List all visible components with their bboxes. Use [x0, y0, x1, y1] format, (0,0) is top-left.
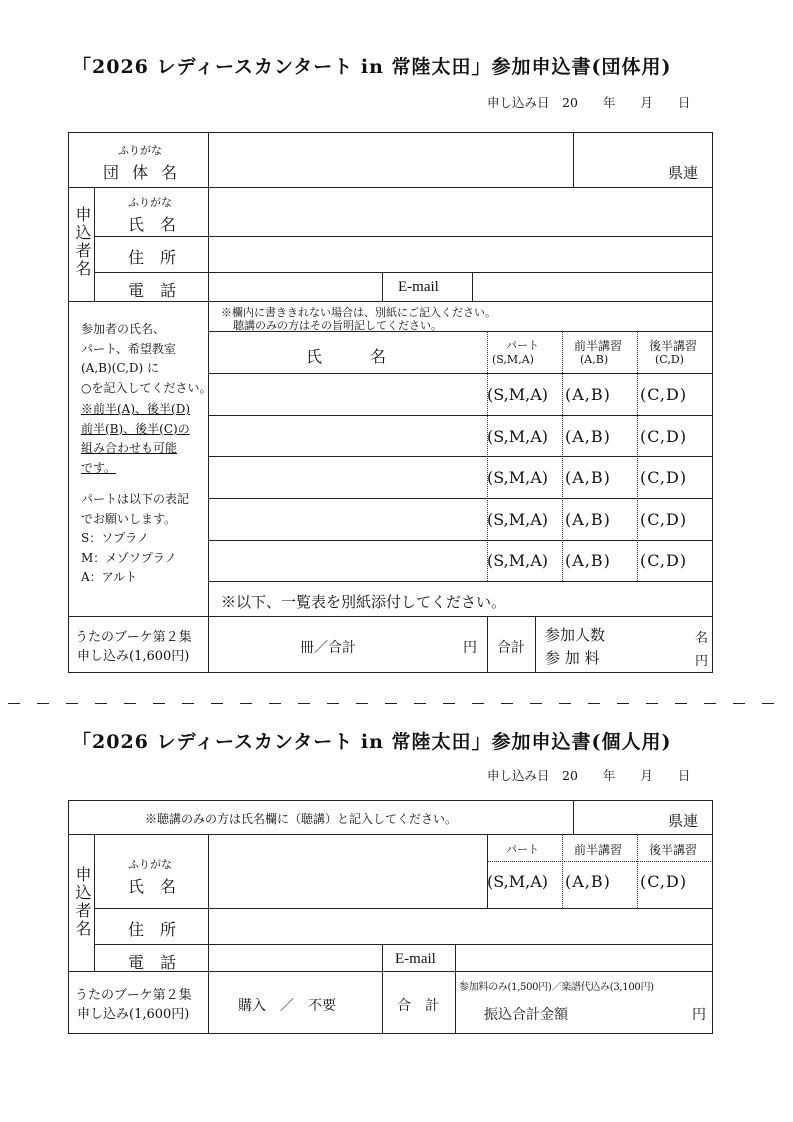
listen-only-note: 聴講のみの方はその旨明記してください。	[233, 319, 442, 332]
individual-songbook-line1: うたのブーケ第２集	[75, 988, 192, 1003]
participant-name-header: 氏 名	[306, 347, 387, 366]
group-email-field[interactable]	[474, 274, 711, 300]
instruction-line: 参加者の氏名、	[81, 322, 166, 336]
individual-part-option[interactable]: (S,M,A)	[487, 872, 548, 891]
group-name-label: 団 体 名	[103, 163, 182, 182]
group-phone-label: 電 話	[128, 281, 177, 300]
individual-phone-label: 電 話	[128, 953, 177, 972]
participant-count-label: 参加人数	[545, 626, 606, 644]
part-header: パート	[506, 339, 539, 352]
group-prefecture-suffix: 県連	[668, 164, 699, 182]
individual-songbook-line2: 申し込み(1,600円)	[77, 1007, 190, 1022]
individual-furigana: ふりがな	[128, 858, 172, 871]
second-half-option[interactable]: (C,D)	[640, 468, 688, 487]
part-notation-note	[81, 490, 189, 588]
participant-name-field[interactable]	[210, 417, 486, 455]
group-furigana-label: ふりがな	[118, 144, 162, 157]
second-half-option[interactable]: (C,D)	[640, 427, 688, 446]
group-applicant-label: 申込者名	[73, 206, 92, 278]
individual-application-date[interactable]: 申し込み日 20 年 月 日	[487, 768, 691, 783]
fee-unit: 円	[695, 654, 709, 669]
first-half-option[interactable]: (A,B)	[565, 427, 611, 446]
first-half-header: 前半講習	[574, 339, 623, 353]
attach-list-note: ※以下、一覧表を別紙添付してください。	[221, 593, 507, 611]
part-option[interactable]: (S,M,A)	[487, 551, 548, 570]
individual-name-field[interactable]	[210, 836, 486, 907]
part-option[interactable]: (S,M,A)	[487, 468, 548, 487]
songbook-label-line2: 申し込み(1,600円)	[77, 649, 190, 664]
individual-email-label: E-mail	[395, 951, 436, 967]
purchase-choice[interactable]: 購入 ／ 不要	[238, 998, 336, 1014]
participant-name-field[interactable]	[210, 375, 486, 414]
individual-phone-field[interactable]	[210, 946, 381, 970]
part-legend-item: M：メゾソプラノ	[81, 550, 177, 565]
transfer-total-label: 振込合計金額	[484, 1007, 568, 1023]
individual-address-field[interactable]	[210, 910, 711, 943]
participant-name-field[interactable]	[210, 542, 486, 580]
books-total-label: 冊／合計	[300, 640, 356, 656]
individual-email-field[interactable]	[457, 946, 711, 970]
participant-name-field[interactable]	[210, 500, 486, 539]
group-email-label: E-mail	[398, 279, 439, 295]
part-header-sub: (S,M,A)	[492, 353, 534, 366]
individual-first-half-header: 前半講習	[574, 843, 623, 857]
fee-options[interactable]: 参加料のみ(1,500円)／楽譜代込み(3,100円)	[459, 982, 654, 993]
notation-line: パートは以下の表記	[81, 492, 190, 506]
individual-first-half-option[interactable]: (A,B)	[565, 872, 611, 891]
first-half-option[interactable]: (A,B)	[565, 510, 611, 529]
part-legend-item: S：ソプラノ	[81, 531, 149, 545]
first-half-sub: (A,B)	[580, 353, 609, 366]
individual-name-label: 氏 名	[128, 877, 177, 896]
participant-count-unit: 名	[695, 631, 709, 646]
books-total-yen: 円	[463, 640, 477, 656]
group-address-label: 住 所	[128, 248, 177, 267]
individual-prefecture-suffix: 県連	[668, 812, 699, 830]
first-half-option[interactable]: (A,B)	[565, 385, 611, 404]
combination-line: です。	[81, 460, 117, 475]
individual-part-header: パート	[506, 843, 539, 856]
notation-line: でお願いします。	[81, 511, 177, 526]
group-applicant-name-label: 氏 名	[128, 215, 177, 234]
part-option[interactable]: (S,M,A)	[487, 427, 548, 446]
books-count-field[interactable]	[212, 620, 292, 670]
transfer-total-field[interactable]	[580, 998, 688, 1028]
part-option[interactable]: (S,M,A)	[487, 385, 548, 404]
combination-line: 組み合わせも可能	[81, 441, 178, 455]
side-instructions	[81, 320, 211, 398]
second-half-option[interactable]: (C,D)	[640, 551, 688, 570]
first-half-option[interactable]: (A,B)	[565, 551, 611, 570]
part-legend-item: A：アルト	[81, 570, 138, 584]
second-half-header: 後半講習	[649, 339, 698, 353]
first-half-option[interactable]: (A,B)	[565, 468, 611, 487]
individual-form-title: 「2026 レディースカンタート in 常陸太田」参加申込書(個人用)	[72, 731, 672, 753]
individual-second-half-option[interactable]: (C,D)	[640, 872, 688, 891]
combination-line: 前半(B)、後半(C)の	[81, 421, 190, 436]
individual-applicant-label: 申込者名	[73, 866, 92, 938]
second-half-sub: (C,D)	[655, 353, 684, 366]
instruction-line: パート、希望教室	[81, 341, 176, 356]
instruction-line: (A,B)(C,D) に	[81, 361, 160, 375]
participant-name-field[interactable]	[210, 458, 486, 497]
transfer-total-yen: 円	[692, 1007, 706, 1023]
group-applicant-furigana: ふりがな	[128, 196, 172, 209]
grand-total-label: 合計	[497, 640, 525, 656]
fee-label: 参 加 料	[545, 649, 600, 667]
second-half-option[interactable]: (C,D)	[640, 510, 688, 529]
instruction-line: ○を記入してください。	[81, 380, 212, 395]
individual-listen-note: ※聴講のみの方は氏名欄に（聴講）と記入してください。	[145, 812, 458, 826]
group-form-title: 「2026 レディースカンタート in 常陸太田」参加申込書(団体用)	[72, 56, 672, 78]
combination-line: ※前半(A)、後半(D)	[81, 402, 191, 416]
individual-total-label: 合 計	[397, 998, 439, 1014]
part-option[interactable]: (S,M,A)	[487, 510, 548, 529]
group-address-field[interactable]	[210, 238, 711, 271]
individual-address-label: 住 所	[128, 920, 177, 939]
group-application-date[interactable]: 申し込み日 20 年 月 日	[487, 95, 691, 110]
combination-note	[81, 400, 190, 478]
overflow-note: ※欄内に書ききれない場合は、別紙にご記入ください。	[221, 306, 496, 319]
songbook-label-line1: うたのブーケ第２集	[75, 630, 192, 645]
group-phone-field[interactable]	[210, 274, 381, 300]
second-half-option[interactable]: (C,D)	[640, 385, 688, 404]
group-name-field[interactable]	[210, 134, 572, 186]
individual-second-half-header: 後半講習	[649, 843, 698, 857]
group-applicant-name-field[interactable]	[210, 189, 711, 235]
